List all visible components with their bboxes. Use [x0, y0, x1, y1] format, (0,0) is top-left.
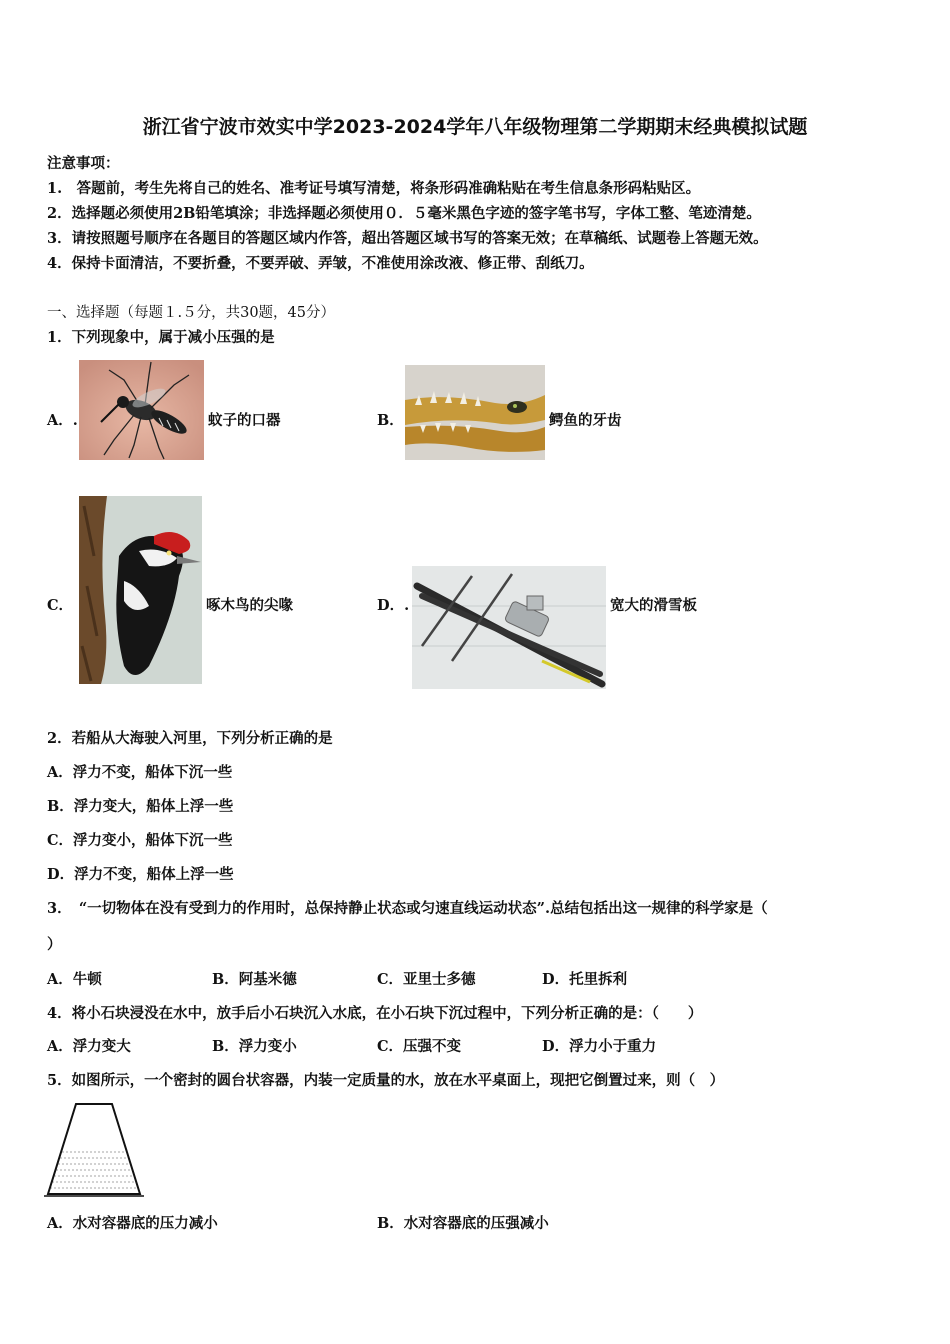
option-text: 宽大的滑雪板 — [610, 597, 697, 614]
crocodile-image — [405, 365, 545, 460]
question-stem: 1．下列现象中，属于减小压强的是 — [47, 329, 275, 346]
option: A．水对容器底的压力减小 — [47, 1215, 218, 1232]
option-text: 蚊子的口器 — [208, 412, 281, 429]
question-stem: 3． “一切物体在没有受到力的作用时，总保持静止状态或匀速直线运动状态”.总结包括出这一规律的科学家是（ — [47, 900, 768, 917]
option: A．浮力不变，船体下沉一些 — [47, 764, 233, 781]
mosquito-image — [79, 360, 204, 460]
section-heading: 一、选择题（每题１.５分，共30题，45分） — [47, 305, 336, 321]
notice-item: 1. 答题前，考生先将自己的姓名、准考证号填写清楚，将条形码准确粘贴在考生信息条形码粘贴区。 — [47, 180, 701, 197]
question-stem-end: ） — [47, 936, 62, 953]
option: A．浮力变大 — [47, 1038, 131, 1055]
option: D．托里拆利 — [542, 971, 628, 988]
notice-item: 2．选择题必须使用2B铅笔填涂；非选择题必须使用０．５毫米黑色字迹的签字笔书写，字体工整、笔迹清楚。 — [47, 205, 761, 222]
option: C．浮力变小，船体下沉一些 — [47, 832, 233, 849]
option: B．水对容器底的压强减小 — [377, 1215, 549, 1232]
option: D．浮力小于重力 — [542, 1038, 657, 1055]
option: B．阿基米德 — [212, 971, 297, 988]
option: B．浮力变大，船体上浮一些 — [47, 798, 234, 815]
option-letter: D．. — [377, 597, 410, 614]
option-letter: B． — [377, 412, 404, 429]
option-text: 啄木鸟的尖喙 — [206, 597, 293, 614]
option: C．亚里士多德 — [377, 971, 476, 988]
page-title: 浙江省宁波市效实中学2023-2024学年八年级物理第二学期期末经典模拟试题 — [142, 116, 808, 138]
notice-item: 4．保持卡面清洁，不要折叠，不要弄破、弄皱，不准使用涂改液、修正带、刮纸刀。 — [47, 255, 594, 272]
container-diagram — [44, 1100, 144, 1200]
option: B．浮力变小 — [212, 1038, 297, 1055]
option: C．压强不变 — [377, 1038, 462, 1055]
question-stem: 2．若船从大海驶入河里，下列分析正确的是 — [47, 730, 333, 747]
option-letter: C． — [47, 597, 74, 614]
notice-heading: 注意事项： — [47, 155, 120, 172]
skis-image — [412, 566, 606, 689]
question-stem: 4．将小石块浸没在水中，放手后小石块沉入水底，在小石块下沉过程中，下列分析正确的是：（ ） — [47, 1005, 703, 1022]
option-letter: A．. — [47, 412, 78, 429]
option: A．牛顿 — [47, 971, 102, 988]
woodpecker-image — [79, 496, 202, 684]
option: D．浮力不变，船体上浮一些 — [47, 866, 234, 883]
notice-item: 3．请按照题号顺序在各题目的答题区域内作答，超出答题区域书写的答案无效；在草稿纸、试题卷上答题无效。 — [47, 230, 768, 247]
option-text: 鳄鱼的牙齿 — [549, 412, 622, 429]
question-stem: 5．如图所示，一个密封的圆台状容器，内装一定质量的水，放在水平桌面上，现把它倒置过来，则（ ） — [47, 1072, 725, 1089]
